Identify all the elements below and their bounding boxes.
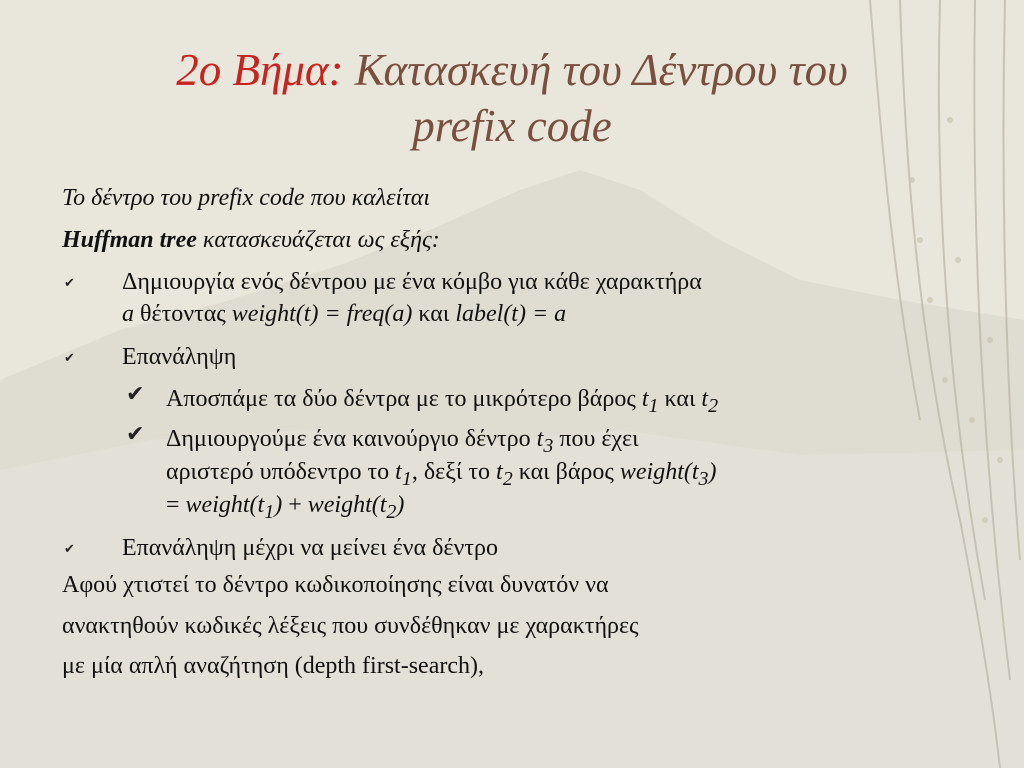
- close-paren: ): [396, 492, 405, 518]
- plus-sign: +: [288, 492, 302, 518]
- closing-line-1: Αφού χτιστεί το δέντρο κωδικοποίησης είναι δυνατόν να: [62, 572, 609, 598]
- sub-step-2-end: που έχει: [559, 426, 639, 452]
- close-paren: ): [274, 492, 283, 518]
- closing-line-2: ανακτηθούν κωδικές λέξεις που συνδέθηκαν με χαρακτήρες: [62, 613, 639, 639]
- step-1-line-1: Δημιουργία ενός δέντρου με ένα κόμβο για κάθε χαρακτήρα: [122, 269, 702, 295]
- step-3-label: Επανάληψη μέχρι να μείνει ένα δέντρο: [122, 535, 498, 561]
- var-t2: t: [701, 386, 709, 412]
- var-t2: t: [496, 459, 503, 485]
- sub-2: 2: [708, 394, 719, 417]
- sub-2: 2: [502, 467, 513, 490]
- title-main: Κατασκευή του Δέντρου του: [354, 45, 848, 95]
- checkmark-icon: ✔: [64, 276, 75, 291]
- left-subtree-text: αριστερό υπόδεντρο το: [166, 459, 390, 485]
- step-1-and: και: [418, 301, 450, 327]
- sub-step-1-text: Αποσπάμε τα δύο δέντρα με το μικρότερο βάρος: [166, 386, 636, 412]
- sub-step-2-text: Δημιουργούμε ένα καινούργιο δέντρο: [166, 426, 531, 452]
- sub-step-1-and: και: [664, 386, 696, 412]
- weight-fn: weight(t: [619, 459, 699, 485]
- formula-label: label(t) = a: [455, 301, 567, 327]
- weight-fn: weight(t: [185, 492, 265, 518]
- sub-step-2-line-3: [166, 488, 404, 529]
- closing-line-3: με μία απλή αναζήτηση (depth first-search),: [62, 653, 484, 679]
- checkmark-icon: ✔: [126, 382, 145, 407]
- sub-3: 3: [698, 467, 709, 490]
- sub-step-1: [166, 382, 718, 423]
- checkmark-icon: ✔: [64, 542, 75, 557]
- step-2-label: Επανάληψη: [122, 344, 237, 370]
- var-a: a: [122, 301, 134, 327]
- intro-line-1: Το δέντρο του prefix code που καλείται: [62, 185, 431, 211]
- var-t3: t: [536, 426, 544, 452]
- intro-line-2-text: κατασκευάζεται ως εξής:: [202, 227, 440, 253]
- sub-1: 1: [264, 500, 275, 523]
- var-t1: t: [641, 386, 649, 412]
- title-line-1: [40, 42, 984, 98]
- slide-title: [40, 42, 984, 154]
- checkmark-icon: ✔: [64, 351, 75, 366]
- right-subtree-text: , δεξί το: [411, 459, 491, 485]
- checkmark-icon: ✔: [126, 422, 145, 447]
- var-t1: t: [395, 459, 402, 485]
- sub-1: 1: [401, 467, 412, 490]
- step-1-middle: θέτοντας: [140, 301, 226, 327]
- formula-weight: weight(t) = freq(a): [231, 301, 413, 327]
- sub-2: 2: [386, 500, 397, 523]
- intro-line-2: [62, 223, 440, 257]
- title-line-2: prefix code: [412, 101, 612, 151]
- close-paren: ): [708, 459, 717, 485]
- sub-1: 1: [648, 394, 659, 417]
- sub-3: 3: [543, 434, 554, 457]
- weight-fn: weight(t: [307, 492, 387, 518]
- step-1-line-2: [122, 297, 566, 331]
- title-step-label: 2ο Βήμα:: [176, 45, 344, 95]
- and-weight-text: και βάρος: [518, 459, 614, 485]
- huffman-term: Huffman tree: [62, 227, 197, 253]
- equals-sign: =: [166, 492, 180, 518]
